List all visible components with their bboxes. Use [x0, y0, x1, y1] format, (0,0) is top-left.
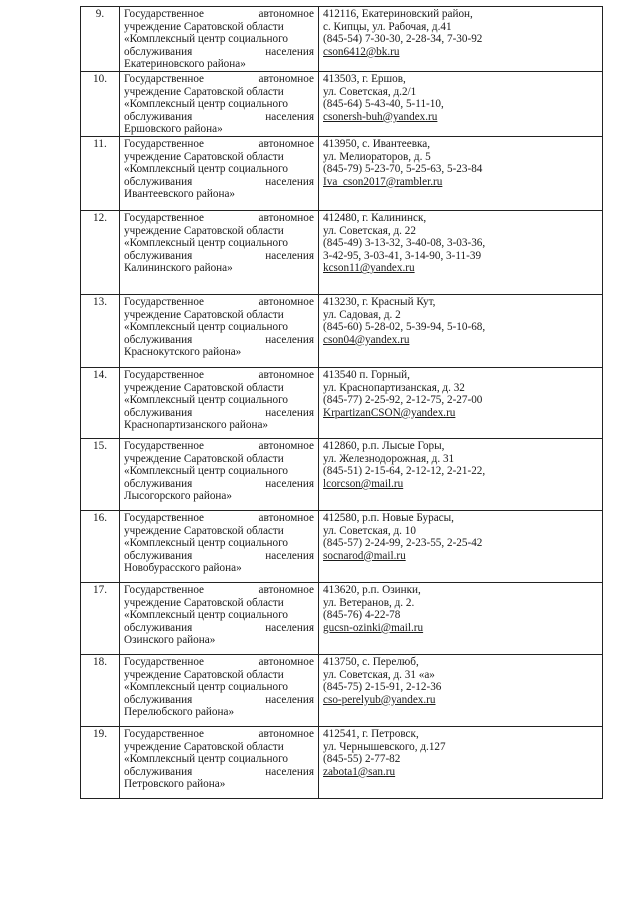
table-row: [81, 136, 603, 210]
institution-name-line: учреждение Саратовской области: [124, 20, 284, 33]
institution-name-line: «Комплексный центр социального: [124, 237, 289, 250]
institution-name-line: учреждение Саратовской области: [124, 308, 284, 321]
address-line: ул. Мелиораторов, д. 5: [323, 150, 431, 163]
address-line: (845-55) 2-77-82: [323, 753, 401, 766]
address-line: ул. Краснопартизанская, д. 32: [323, 381, 465, 394]
row-number: 13.: [81, 294, 120, 367]
institution-name-line: Государственное автономное: [124, 295, 314, 308]
address-contacts-cell: [319, 582, 603, 654]
institution-name-line: Государственное автономное: [124, 583, 314, 596]
address-line: ул. Советская, д. 10: [323, 524, 416, 537]
address-line: 3-42-95, 3-03-41, 3-14-90, 3-11-39: [323, 249, 482, 262]
address-contacts-cell: [319, 654, 603, 726]
email-address[interactable]: csonersh-buh@yandex.ru: [323, 110, 438, 123]
institution-name-cell: [120, 7, 319, 72]
institution-name-line: обслуживания населения: [124, 765, 314, 778]
institution-name-line: Петровского района»: [124, 778, 226, 791]
institution-name-line: Озинского района»: [124, 634, 216, 647]
table-row: [81, 654, 603, 726]
institution-name-line: Государственное автономное: [124, 655, 314, 668]
address-line: 412580, р.п. Новые Бурасы,: [323, 511, 454, 524]
address-line: 413620, р.п. Озинки,: [323, 583, 421, 596]
table-row: [81, 726, 603, 798]
address-line: 413503, г. Ершов,: [323, 72, 406, 85]
address-line: 412860, р.п. Лысые Горы,: [323, 439, 445, 452]
institution-name-cell: [120, 510, 319, 582]
address-line: ул. Чернышевского, д.127: [323, 740, 446, 753]
address-line: ул. Железнодорожная, д. 31: [323, 452, 455, 465]
table-row: [81, 582, 603, 654]
row-number: 9.: [81, 7, 120, 72]
address-contacts-cell: [319, 7, 603, 72]
institution-name-line: Краснокутского района»: [124, 346, 242, 359]
row-number: 17.: [81, 582, 120, 654]
institution-name-line: Ивантеевского района»: [124, 188, 236, 201]
address-line: (845-51) 2-15-64, 2-12-12, 2-21-22,: [323, 465, 486, 478]
institution-name-line: учреждение Саратовской области: [124, 224, 284, 237]
institution-name-line: Екатериновского района»: [124, 58, 246, 71]
address-line: ул. Советская, д. 22: [323, 224, 416, 237]
institution-name-line: учреждение Саратовской области: [124, 381, 284, 394]
institutions-table: [80, 6, 603, 799]
institution-name-line: «Комплексный центр социального: [124, 681, 289, 694]
institution-name-line: Калининского района»: [124, 262, 233, 275]
table-row: [81, 510, 603, 582]
institution-name-line: обслуживания населения: [124, 175, 314, 188]
institution-name-line: обслуживания населения: [124, 333, 314, 346]
institution-name-cell: [120, 136, 319, 210]
institution-name-line: учреждение Саратовской области: [124, 668, 284, 681]
institution-name-line: Ершовского района»: [124, 123, 223, 136]
institution-name-cell: [120, 654, 319, 726]
table-row: [81, 367, 603, 438]
address-line: (845-76) 4-22-78: [323, 609, 401, 622]
institution-name-line: «Комплексный центр социального: [124, 465, 289, 478]
address-line: ул. Ветеранов, д. 2.: [323, 596, 415, 609]
institution-name-cell: [120, 294, 319, 367]
institution-name-line: учреждение Саратовской области: [124, 452, 284, 465]
institution-name-line: обслуживания населения: [124, 477, 314, 490]
institution-name-line: «Комплексный центр социального: [124, 33, 289, 46]
address-line: (845-60) 5-28-02, 5-39-94, 5-10-68,: [323, 321, 486, 334]
institution-name-line: учреждение Саратовской области: [124, 740, 284, 753]
row-number: 10.: [81, 71, 120, 136]
institution-name-cell: [120, 726, 319, 798]
institution-name-line: обслуживания населения: [124, 110, 314, 123]
address-line: ул. Советская, д. 31 «а»: [323, 668, 435, 681]
address-contacts-cell: [319, 210, 603, 294]
email-address[interactable]: KrpartizanCSON@yandex.ru: [323, 406, 456, 419]
table-row: [81, 7, 603, 72]
address-line: (845-49) 3-13-32, 3-40-08, 3-03-36,: [323, 237, 486, 250]
row-number: 19.: [81, 726, 120, 798]
table-row: [81, 438, 603, 510]
address-line: 412116, Екатериновский район,: [323, 8, 473, 20]
institution-name-line: «Комплексный центр социального: [124, 394, 289, 407]
row-number: 12.: [81, 210, 120, 294]
institution-name-line: Государственное автономное: [124, 137, 314, 150]
address-line: 413540 п. Горный,: [323, 368, 410, 381]
institution-name-line: Государственное автономное: [124, 511, 314, 524]
institution-name-line: обслуживания населения: [124, 549, 314, 562]
institution-name-line: Краснопартизанского района»: [124, 419, 269, 432]
address-line: 413750, с. Перелюб,: [323, 655, 419, 668]
email-address[interactable]: lcorcson@mail.ru: [323, 477, 404, 490]
address-line: (845-57) 2-24-99, 2-23-55, 2-25-42: [323, 537, 483, 550]
institution-name-line: «Комплексный центр социального: [124, 321, 289, 334]
institution-name-line: Государственное автономное: [124, 368, 314, 381]
institution-name-line: учреждение Саратовской области: [124, 150, 284, 163]
institution-name-line: учреждение Саратовской области: [124, 596, 284, 609]
address-line: (845-64) 5-43-40, 5-11-10,: [323, 98, 444, 111]
institution-name-line: учреждение Саратовской области: [124, 85, 284, 98]
address-contacts-cell: [319, 294, 603, 367]
email-address[interactable]: cson6412@bk.ru: [323, 45, 400, 58]
email-address[interactable]: cso-perelyub@yandex.ru: [323, 693, 436, 706]
email-address[interactable]: kcson11@yandex.ru: [323, 262, 415, 275]
institution-name-line: обслуживания населения: [124, 693, 314, 706]
address-line: с. Кипцы, ул. Рабочая, д.41: [323, 20, 452, 33]
address-line: 413230, г. Красный Кут,: [323, 295, 436, 308]
institution-name-line: обслуживания населения: [124, 249, 314, 262]
institution-name-cell: [120, 438, 319, 510]
email-address[interactable]: gucsn-ozinki@mail.ru: [323, 621, 424, 634]
address-line: (845-54) 7-30-30, 2-28-34, 7-30-92: [323, 33, 483, 46]
address-line: ул. Садовая, д. 2: [323, 308, 401, 321]
table-row: [81, 210, 603, 294]
institution-name-line: «Комплексный центр социального: [124, 98, 289, 111]
address-line: 413950, с. Ивантеевка,: [323, 137, 431, 150]
institution-name-line: «Комплексный центр социального: [124, 753, 289, 766]
row-number: 11.: [81, 136, 120, 210]
address-line: (845-79) 5-23-70, 5-25-63, 5-23-84: [323, 163, 483, 176]
table-row: [81, 294, 603, 367]
table-body: [81, 7, 603, 799]
address-line: (845-77) 2-25-92, 2-12-75, 2-27-00: [323, 394, 483, 407]
address-contacts-cell: [319, 136, 603, 210]
address-contacts-cell: [319, 71, 603, 136]
address-line: 412480, г. Калининск,: [323, 211, 427, 224]
address-contacts-cell: [319, 438, 603, 510]
institution-name-line: «Комплексный центр социального: [124, 609, 289, 622]
row-number: 15.: [81, 438, 120, 510]
institution-name-line: Государственное автономное: [124, 72, 314, 85]
institution-name-line: учреждение Саратовской области: [124, 524, 284, 537]
institution-name-cell: [120, 367, 319, 438]
address-contacts-cell: [319, 726, 603, 798]
institution-name-line: Новобурасского района»: [124, 562, 242, 575]
institution-name-line: обслуживания населения: [124, 621, 314, 634]
row-number: 14.: [81, 367, 120, 438]
row-number: 18.: [81, 654, 120, 726]
row-number: 16.: [81, 510, 120, 582]
table-row: [81, 71, 603, 136]
address-line: ул. Советская, д.2/1: [323, 85, 417, 98]
address-contacts-cell: [319, 510, 603, 582]
institution-name-line: обслуживания населения: [124, 45, 314, 58]
institution-name-line: Государственное автономное: [124, 439, 314, 452]
address-line: 412541, г. Петровск,: [323, 727, 419, 740]
institution-name-line: «Комплексный центр социального: [124, 163, 289, 176]
address-contacts-cell: [319, 367, 603, 438]
email-address[interactable]: zabota1@san.ru: [323, 765, 396, 778]
institution-name-cell: [120, 71, 319, 136]
institution-name-cell: [120, 582, 319, 654]
institution-name-line: Государственное автономное: [124, 8, 314, 20]
email-address[interactable]: cson04@yandex.ru: [323, 333, 410, 346]
email-address[interactable]: socnarod@mail.ru: [323, 549, 406, 562]
institution-name-line: Государственное автономное: [124, 727, 314, 740]
institution-name-line: Лысогорского района»: [124, 490, 232, 503]
institution-name-line: Перелюбского района»: [124, 706, 235, 719]
institution-name-line: «Комплексный центр социального: [124, 537, 289, 550]
institution-name-line: обслуживания населения: [124, 406, 314, 419]
institution-name-cell: [120, 210, 319, 294]
institution-name-line: Государственное автономное: [124, 211, 314, 224]
address-line: (845-75) 2-15-91, 2-12-36: [323, 681, 442, 694]
email-address[interactable]: Iva_cson2017@rambler.ru: [323, 175, 443, 188]
